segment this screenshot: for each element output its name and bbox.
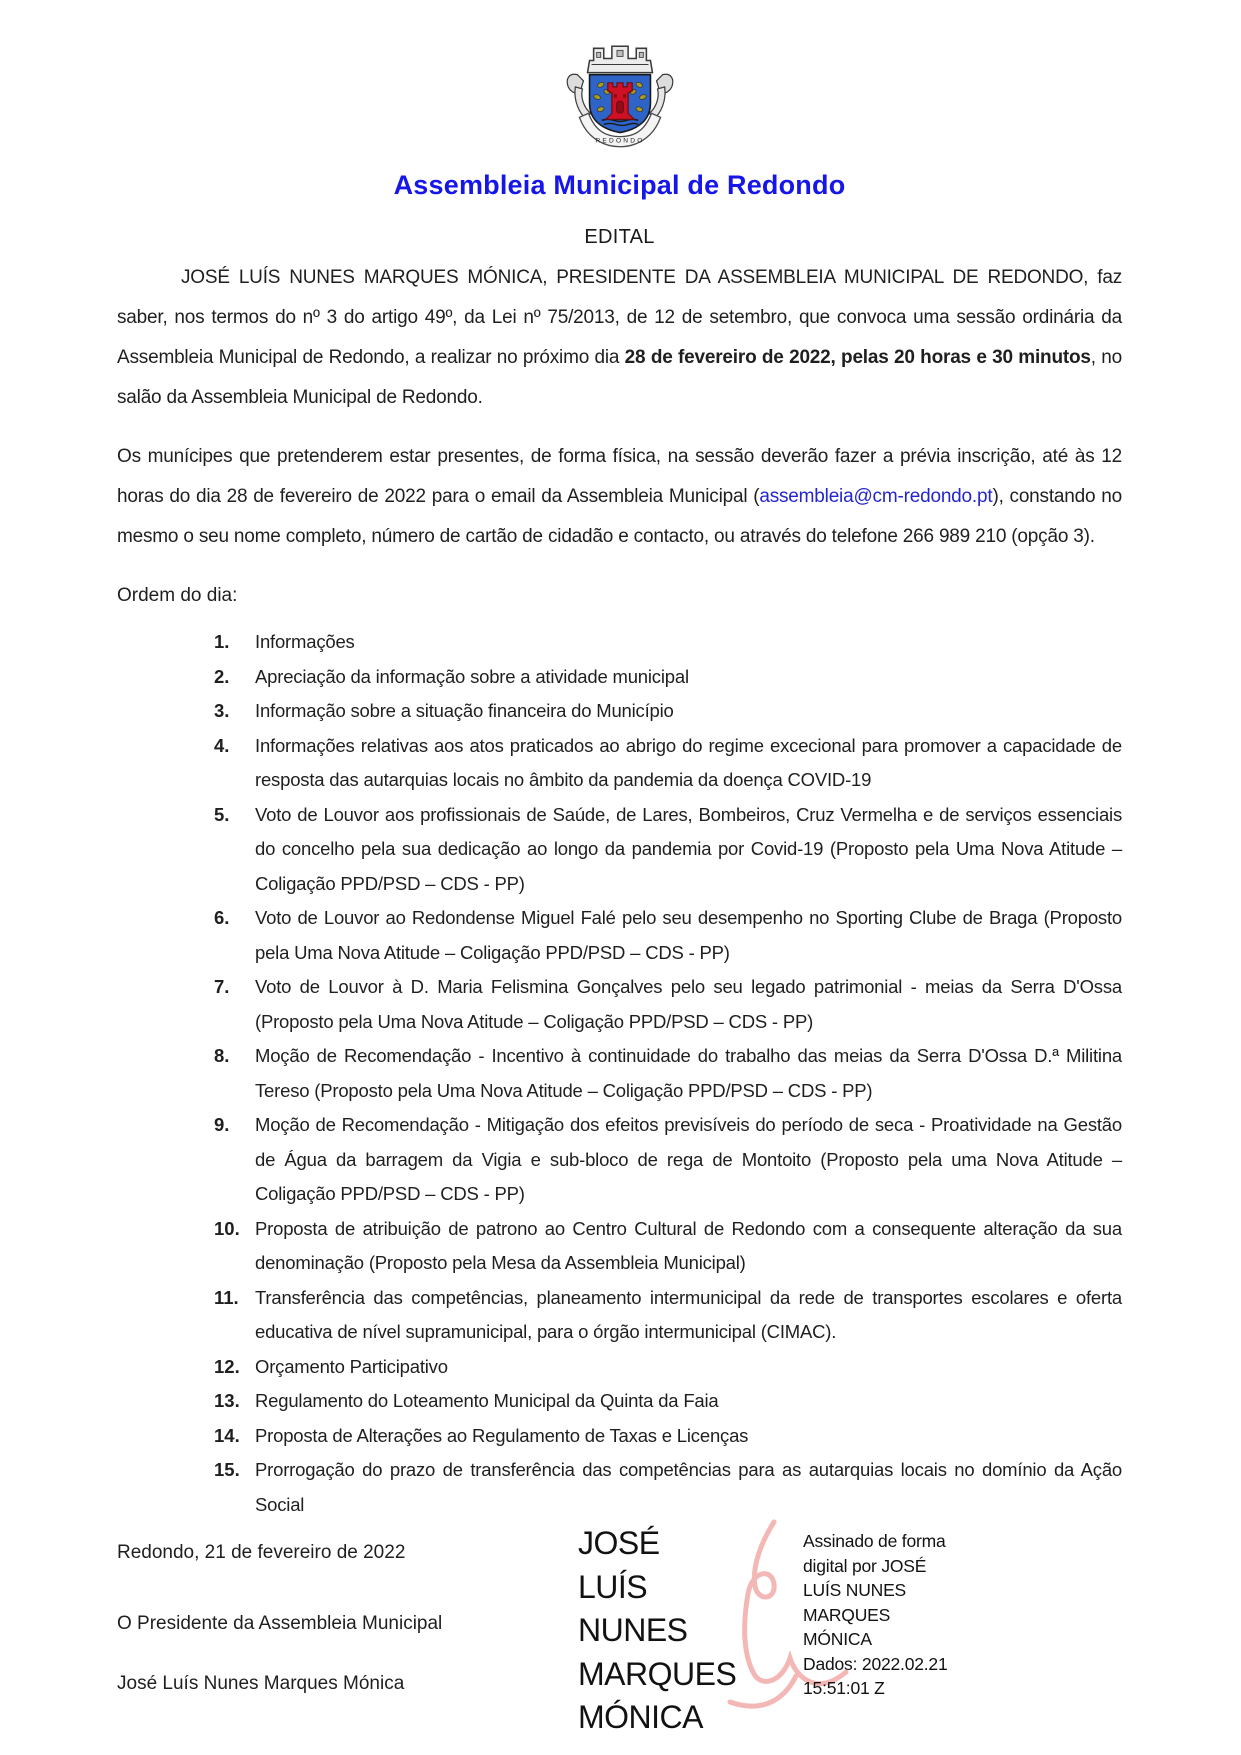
agenda-item bbox=[214, 1108, 1122, 1212]
agenda-item bbox=[214, 1281, 1122, 1350]
session-datetime-bold: 28 de fevereiro de 2022, pelas 20 horas e 30 minutos bbox=[624, 347, 1091, 368]
agenda-item-number: 1. bbox=[214, 631, 230, 652]
agenda-item bbox=[214, 729, 1122, 798]
agenda-item-number: 14. bbox=[214, 1424, 240, 1446]
agenda-item bbox=[214, 798, 1122, 902]
agenda-item-number: 2. bbox=[214, 665, 230, 687]
agenda-item bbox=[214, 660, 1122, 695]
organization-title: Assembleia Municipal de Redondo bbox=[393, 170, 846, 200]
agenda-list bbox=[117, 625, 1122, 1522]
crest-banner-text: REDONDO bbox=[594, 137, 645, 145]
registration-text-2: ), constando no mesmo o seu nome completo, número de cartão de cidadão e contacto, ou através do telefone 266 989 210 (opção 3). bbox=[117, 486, 1122, 547]
signature-details bbox=[803, 1529, 963, 1701]
president-name: José Luís Nunes Marques Mónica bbox=[117, 1673, 405, 1694]
agenda-item bbox=[214, 970, 1122, 1039]
digital-signature-block bbox=[578, 1516, 998, 1735]
intro-text-2: , no salão da Assembleia Municipal de Redondo. bbox=[117, 347, 1122, 408]
agenda-item-text: Voto de Louvor à D. Maria Felismina Gonçalves pelo seu legado patrimonial - meias da Serra D'Ossa (Proposto pela Uma Nova Atitude – Coligação PPD/PSD – CDS - PP) bbox=[255, 976, 1122, 1032]
agenda-item bbox=[214, 625, 1122, 660]
agenda-item-text: Regulamento do Loteamento Municipal da Quinta da Faia bbox=[255, 1390, 719, 1411]
agenda-item-number: 4. bbox=[214, 734, 230, 756]
agenda-item-text: Moção de Recomendação - Mitigação dos efeitos previsíveis do período de seca - Proatividade na Gestão de Água da barragem da Vigia e sub-bloco de rega de Montoito (Proposto pela uma Nova Atitude – Coligação PPD/PSD – CDS - PP) bbox=[255, 1114, 1122, 1204]
agenda-item-number: 6. bbox=[214, 907, 230, 928]
agenda-item-text: Informações relativas aos atos praticados ao abrigo do regime excecional para promover a capacidade de resposta das autarquias locais no âmbito da pandemia da doença COVID-19 bbox=[255, 734, 1122, 790]
president-title: O Presidente da Assembleia Municipal bbox=[117, 1613, 443, 1634]
agenda-item bbox=[214, 1212, 1122, 1281]
agenda-item-number: 15. bbox=[214, 1459, 240, 1480]
agenda-item-number: 3. bbox=[214, 700, 230, 721]
agenda-item-text: Informação sobre a situação financeira do Município bbox=[255, 700, 674, 721]
agenda-item bbox=[214, 1039, 1122, 1108]
place-date: Redondo, 21 de fevereiro de 2022 bbox=[117, 1542, 406, 1563]
agenda-item bbox=[214, 1419, 1122, 1454]
agenda-item-number: 13. bbox=[214, 1390, 240, 1411]
agenda-item bbox=[214, 901, 1122, 970]
agenda-item bbox=[214, 1453, 1122, 1522]
signature-details-line2: Dados: 2022.02.21 15:51:01 Z bbox=[803, 1653, 948, 1698]
agenda-item-text: Proposta de atribuição de patrono ao Centro Cultural de Redondo com a consequente alteração da sua denominação (Proposto pela Mesa da Assembleia Municipal) bbox=[255, 1217, 1122, 1273]
assembly-email-link[interactable]: assembleia@cm-redondo.pt bbox=[759, 486, 993, 507]
redondo-coat-of-arms-icon bbox=[553, 34, 687, 156]
registration-text-1: Os munícipes que pretenderem estar presentes, de forma física, na sessão deverão fazer a prévia inscrição, até às 12 horas do dia 28 de fevereiro de 2022 para o email da Assembleia Municipal ( bbox=[117, 446, 1122, 507]
agenda-item-number: 11. bbox=[214, 1286, 239, 1308]
agenda-item-number: 12. bbox=[214, 1355, 240, 1377]
intro-paragraph bbox=[117, 258, 1122, 418]
intro-text-1: , faz saber, nos termos do nº 3 do artigo 49º, da Lei nº 75/2013, de 12 de setembro, que convoca uma sessão ordinária da Assembleia Municipal de Redondo, a realizar no próximo dia bbox=[117, 267, 1122, 368]
agenda-item-text: Apreciação da informação sobre a atividade municipal bbox=[255, 665, 689, 687]
agenda-item-text: Prorrogação do prazo de transferência das competências para as autarquias locais no domínio da Ação Social bbox=[255, 1459, 1122, 1515]
agenda-item-number: 8. bbox=[214, 1045, 230, 1066]
crest-container bbox=[117, 0, 1122, 160]
agenda-item-text: Informações bbox=[255, 631, 355, 652]
agenda-item-number: 10. bbox=[214, 1217, 240, 1239]
agenda-item-number: 9. bbox=[214, 1114, 230, 1135]
agenda-item-text: Proposta de Alterações ao Regulamento de Taxas e Licenças bbox=[255, 1424, 749, 1446]
president-name-caps: JOSÉ LUÍS NUNES MARQUES MÓNICA, PRESIDENTE DA ASSEMBLEIA MUNICIPAL DE REDONDO bbox=[181, 267, 1084, 288]
agenda-item-number: 7. bbox=[214, 976, 230, 997]
signature-display-name: JOSÉ LUÍS NUNES MARQUES MÓNICA bbox=[578, 1525, 737, 1735]
agenda-item-number: 5. bbox=[214, 803, 230, 825]
agenda-item-text: Orçamento Participativo bbox=[255, 1355, 448, 1377]
agenda-item-text: Voto de Louvor aos profissionais de Saúde, de Lares, Bombeiros, Cruz Vermelha e de serviços essenciais do concelho pela sua dedicação ao longo da pandemia por Covid-19 (Proposto pela Uma Nova Atitude – Coligação PPD/PSD – CDS - PP) bbox=[255, 803, 1122, 894]
agenda-item-text: Moção de Recomendação - Incentivo à continuidade do trabalho das meias da Serra D'Ossa D.ª Militina Tereso (Proposto pela Uma Nova Atitude – Coligação PPD/PSD – CDS - PP) bbox=[255, 1045, 1122, 1101]
agenda-item bbox=[214, 694, 1122, 729]
registration-paragraph bbox=[117, 437, 1122, 557]
agenda-item bbox=[214, 1384, 1122, 1419]
agenda-heading: Ordem do dia: bbox=[117, 585, 238, 606]
signature-details-line1: Assinado de forma digital por JOSÉ LUÍS NUNES MARQUES MÓNICA bbox=[803, 1531, 946, 1649]
document-type-heading: EDITAL bbox=[584, 226, 655, 248]
agenda-item bbox=[214, 1350, 1122, 1385]
agenda-item-text: Transferência das competências, planeamento intermunicipal da rede de transportes escolares e oferta educativa de nível supramunicipal, para o órgão intermunicipal (CIMAC). bbox=[255, 1286, 1122, 1342]
agenda-item-text: Voto de Louvor ao Redondense Miguel Falé pelo seu desempenho no Sporting Clube de Braga (Proposto pela Uma Nova Atitude – Coligação PPD/PSD – CDS - PP) bbox=[255, 907, 1122, 963]
